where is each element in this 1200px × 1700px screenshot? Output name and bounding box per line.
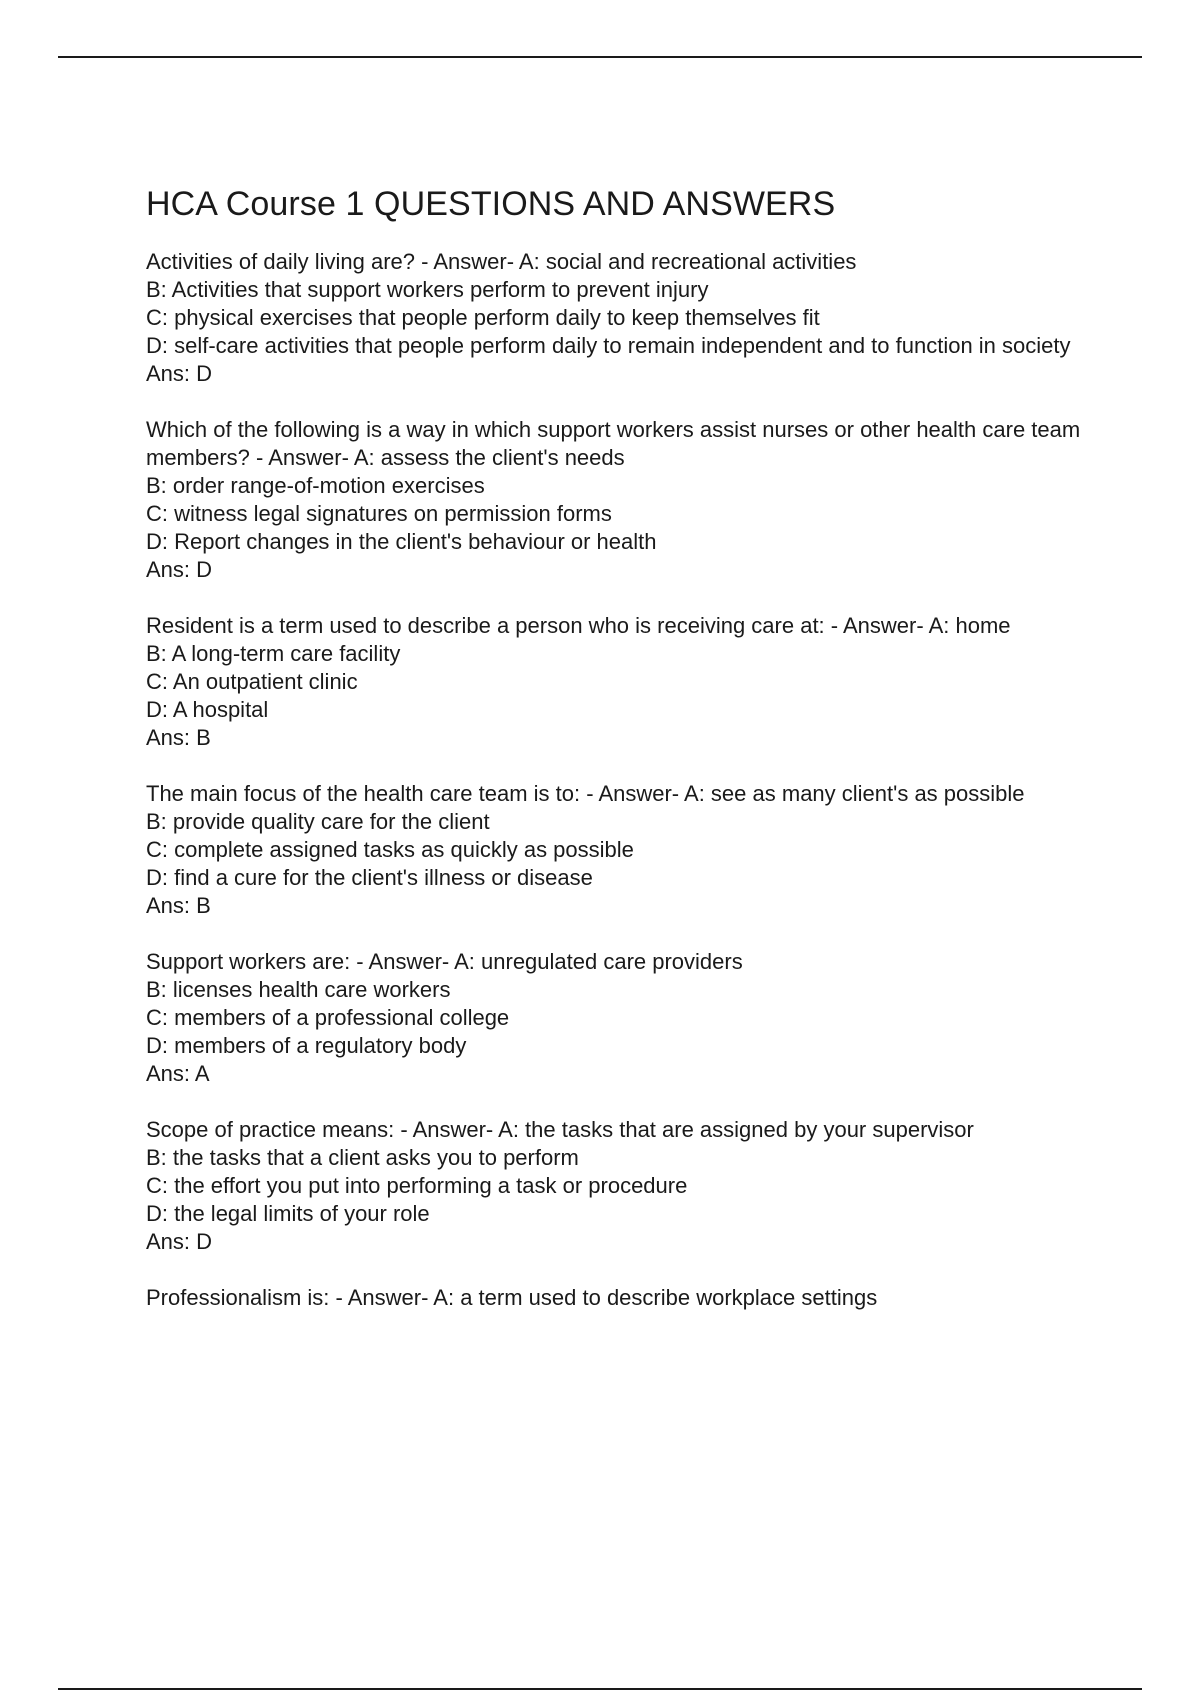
answer-key: Ans: A [146, 1061, 210, 1086]
option-d: D: the legal limits of your role [146, 1201, 430, 1226]
question-block-1 [146, 248, 1086, 388]
question-text: Activities of daily living are? - Answer- A: social and recreational activities [146, 249, 857, 274]
answer-key: Ans: D [146, 1229, 213, 1254]
option-c: C: complete assigned tasks as quickly as possible [146, 837, 634, 862]
question-block-4 [146, 780, 1086, 920]
option-c: C: the effort you put into performing a task or procedure [146, 1173, 688, 1198]
question-block-6 [146, 1116, 1086, 1256]
option-c: C: physical exercises that people perform daily to keep themselves fit [146, 305, 820, 330]
question-block-5 [146, 948, 1086, 1088]
option-b: B: order range-of-motion exercises [146, 473, 485, 498]
option-c: C: witness legal signatures on permission forms [146, 501, 612, 526]
option-c: C: An outpatient clinic [146, 669, 358, 694]
question-text: Scope of practice means: - Answer- A: the tasks that are assigned by your supervisor [146, 1117, 974, 1142]
option-d: D: find a cure for the client's illness or disease [146, 865, 593, 890]
question-text: Professionalism is: - Answer- A: a term used to describe workplace settings [146, 1285, 878, 1310]
option-b: B: licenses health care workers [146, 977, 451, 1002]
answer-key: Ans: D [146, 361, 213, 386]
question-text: Which of the following is a way in which support workers assist nurses or other health care team members? - Answer- A: assess the client's needs [146, 417, 1081, 470]
answer-key: Ans: D [146, 557, 213, 582]
question-text: The main focus of the health care team is to: - Answer- A: see as many client's as possible [146, 781, 1025, 806]
option-d: D: members of a regulatory body [146, 1033, 467, 1058]
option-d: D: self-care activities that people perform daily to remain independent and to function in society [146, 333, 1071, 358]
option-b: B: Activities that support workers perform to prevent injury [146, 277, 709, 302]
answer-key: Ans: B [146, 893, 211, 918]
answer-key: Ans: B [146, 725, 211, 750]
question-block-7 [146, 1284, 1086, 1312]
option-d: D: Report changes in the client's behaviour or health [146, 529, 657, 554]
option-c: C: members of a professional college [146, 1005, 510, 1030]
option-d: D: A hospital [146, 697, 269, 722]
option-b: B: provide quality care for the client [146, 809, 490, 834]
header-rule [58, 56, 1142, 58]
option-b: B: the tasks that a client asks you to perform [146, 1145, 579, 1170]
footer-rule [58, 1688, 1142, 1690]
question-text: Support workers are: - Answer- A: unregulated care providers [146, 949, 743, 974]
question-text: Resident is a term used to describe a person who is receiving care at: - Answer- A: home [146, 613, 1011, 638]
question-block-2 [146, 416, 1086, 584]
document-title: HCA Course 1 QUESTIONS AND ANSWERS [146, 185, 836, 223]
document-body [146, 184, 1086, 1340]
question-block-3 [146, 612, 1086, 752]
option-b: B: A long-term care facility [146, 641, 401, 666]
